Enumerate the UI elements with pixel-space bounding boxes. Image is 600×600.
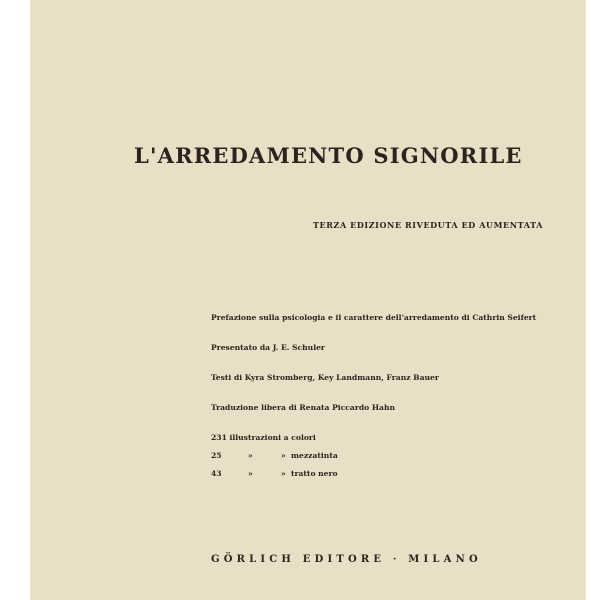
ditto-mark: »	[281, 469, 286, 478]
publisher-imprint: GÖRLICH EDITORE · MILANO	[211, 554, 482, 565]
texts-credit: Testi di Kyra Stromberg, Key Landmann, Franz Bauer	[211, 373, 439, 382]
translation-credit: Traduzione libera di Renata Piccardo Hahn	[211, 403, 395, 412]
presenter-credit: Presentato da J. E. Schuler	[211, 343, 325, 352]
ditto-mark: »	[281, 451, 286, 460]
edition-subtitle: TERZA EDIZIONE RIVEDUTA ED AUMENTATA	[313, 220, 544, 230]
illustrations-color: 231 illustrazioni a colori	[211, 433, 316, 442]
tratto-label: tratto nero	[291, 469, 338, 478]
mezzatinta-count: 25	[211, 451, 222, 460]
book-title: L'ARREDAMENTO SIGNORILE	[134, 143, 523, 168]
title-page	[30, 0, 586, 600]
ditto-mark: »	[248, 451, 253, 460]
tratto-count: 43	[211, 469, 222, 478]
mezzatinta-label: mezzatinta	[291, 451, 338, 460]
ditto-mark: »	[248, 469, 253, 478]
preface-credit: Prefazione sulla psicologia e il carattere dell'arredamento di Cathrin Seifert	[211, 313, 537, 322]
